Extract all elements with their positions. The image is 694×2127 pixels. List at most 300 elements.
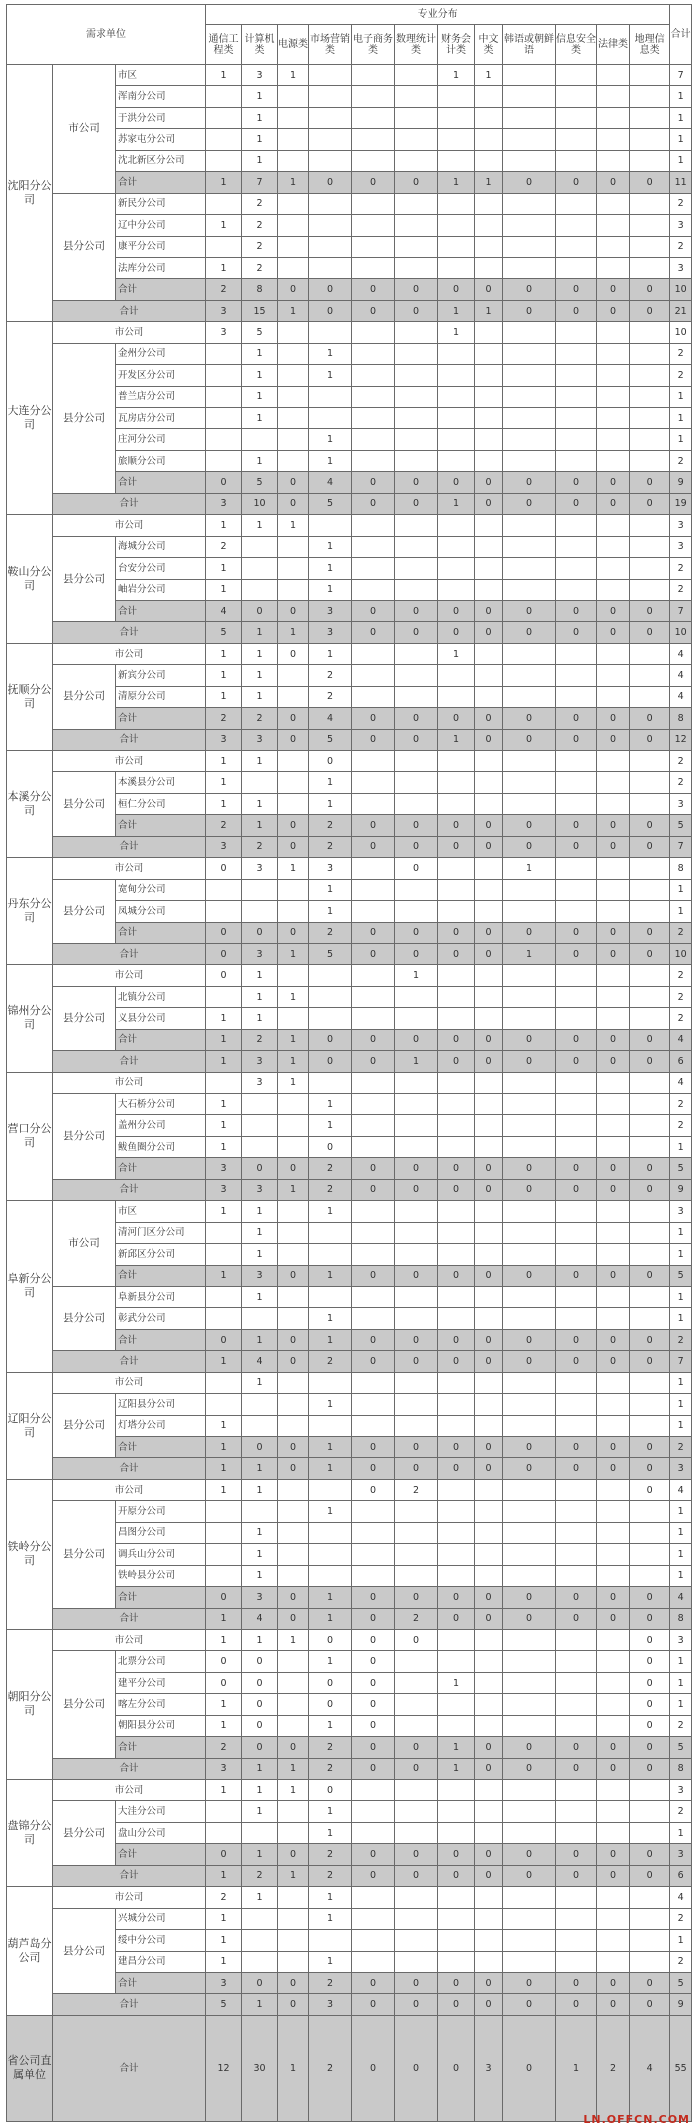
value-cell: 1 bbox=[206, 558, 242, 579]
value-cell bbox=[395, 1222, 438, 1243]
value-cell: 0 bbox=[438, 1265, 475, 1286]
value-cell: 0 bbox=[475, 1051, 503, 1072]
value-cell: 0 bbox=[278, 643, 309, 664]
value-cell bbox=[395, 322, 438, 343]
value-cell: 0 bbox=[438, 279, 475, 300]
value-cell: 5 bbox=[242, 472, 278, 493]
value-cell: 1 bbox=[242, 343, 278, 364]
value-cell: 0 bbox=[278, 1994, 309, 2015]
value-cell bbox=[438, 257, 475, 278]
unit-name: 庄河分公司 bbox=[116, 429, 206, 450]
level-group-label: 县分公司 bbox=[53, 986, 116, 1050]
table-row bbox=[7, 1094, 692, 1115]
value-cell bbox=[352, 986, 395, 1007]
value-cell bbox=[556, 1887, 597, 1908]
subtotal-row bbox=[7, 943, 692, 964]
value-cell bbox=[630, 858, 670, 879]
unit-name: 昌图分公司 bbox=[116, 1522, 206, 1543]
value-cell bbox=[395, 751, 438, 772]
value-cell bbox=[597, 1522, 630, 1543]
row-total-cell: 4 bbox=[670, 1887, 692, 1908]
value-cell bbox=[352, 1908, 395, 1929]
value-cell bbox=[597, 1951, 630, 1972]
value-cell bbox=[438, 1094, 475, 1115]
value-cell: 3 bbox=[309, 1994, 352, 2015]
table-row bbox=[7, 1201, 692, 1222]
value-cell: 0 bbox=[475, 1737, 503, 1758]
value-cell bbox=[278, 536, 309, 557]
value-cell: 0 bbox=[597, 600, 630, 621]
value-cell: 0 bbox=[352, 279, 395, 300]
row-total-cell: 5 bbox=[670, 1972, 692, 1993]
column-header: 地理信息类 bbox=[630, 25, 670, 65]
value-cell bbox=[597, 643, 630, 664]
value-cell: 1 bbox=[309, 1201, 352, 1222]
value-cell bbox=[503, 129, 556, 150]
value-cell bbox=[395, 686, 438, 707]
value-cell: 0 bbox=[395, 2015, 438, 2121]
value-cell bbox=[597, 1908, 630, 1929]
value-cell: 1 bbox=[309, 558, 352, 579]
unit-name: 市公司 bbox=[53, 965, 206, 986]
value-cell bbox=[438, 686, 475, 707]
value-cell bbox=[438, 1822, 475, 1843]
value-cell bbox=[438, 1651, 475, 1672]
row-total-cell: 10 bbox=[670, 622, 692, 643]
unit-name: 义县分公司 bbox=[116, 1008, 206, 1029]
value-cell bbox=[206, 1286, 242, 1307]
value-cell bbox=[503, 579, 556, 600]
value-cell: 0 bbox=[352, 1994, 395, 2015]
value-cell bbox=[438, 1694, 475, 1715]
value-cell: 5 bbox=[309, 729, 352, 750]
value-cell bbox=[352, 536, 395, 557]
value-cell: 0 bbox=[278, 729, 309, 750]
value-cell: 0 bbox=[395, 1758, 438, 1779]
row-total-cell: 1 bbox=[670, 1522, 692, 1543]
value-cell: 1 bbox=[309, 1587, 352, 1608]
value-cell bbox=[630, 901, 670, 922]
column-header: 市场营销类 bbox=[309, 25, 352, 65]
value-cell: 3 bbox=[206, 1179, 242, 1200]
value-cell: 1 bbox=[206, 643, 242, 664]
value-cell bbox=[278, 1951, 309, 1972]
value-cell bbox=[352, 236, 395, 257]
value-cell: 0 bbox=[630, 1587, 670, 1608]
value-cell: 0 bbox=[352, 493, 395, 514]
value-cell bbox=[395, 1394, 438, 1415]
value-cell bbox=[438, 1222, 475, 1243]
table-row bbox=[7, 1286, 692, 1307]
value-cell: 0 bbox=[630, 1479, 670, 1500]
value-cell: 1 bbox=[206, 1780, 242, 1801]
value-cell bbox=[475, 1822, 503, 1843]
value-cell: 0 bbox=[630, 815, 670, 836]
row-total-cell: 2 bbox=[670, 1908, 692, 1929]
unit-name: 开发区分公司 bbox=[116, 365, 206, 386]
unit-name: 新宾分公司 bbox=[116, 665, 206, 686]
level-group-label: 县分公司 bbox=[53, 879, 116, 943]
value-cell: 0 bbox=[556, 600, 597, 621]
row-total-cell: 1 bbox=[670, 1501, 692, 1522]
value-cell bbox=[309, 150, 352, 171]
unit-name: 市公司 bbox=[53, 643, 206, 664]
value-cell: 0 bbox=[597, 836, 630, 857]
subtotal-row bbox=[7, 622, 692, 643]
value-cell: 0 bbox=[242, 1694, 278, 1715]
value-cell bbox=[503, 986, 556, 1007]
value-cell bbox=[395, 236, 438, 257]
value-cell bbox=[438, 1715, 475, 1736]
row-total-cell: 3 bbox=[670, 1458, 692, 1479]
value-cell bbox=[503, 965, 556, 986]
value-cell: 0 bbox=[475, 1865, 503, 1886]
value-cell: 0 bbox=[630, 922, 670, 943]
value-cell bbox=[503, 1908, 556, 1929]
value-cell bbox=[503, 1479, 556, 1500]
value-cell bbox=[395, 343, 438, 364]
level-group-label: 县分公司 bbox=[53, 1801, 116, 1865]
value-cell: 4 bbox=[309, 708, 352, 729]
value-cell bbox=[438, 858, 475, 879]
value-cell bbox=[503, 322, 556, 343]
value-cell: 0 bbox=[556, 943, 597, 964]
value-cell bbox=[475, 1672, 503, 1693]
unit-name: 建昌分公司 bbox=[116, 1951, 206, 1972]
value-cell bbox=[475, 901, 503, 922]
value-cell: 5 bbox=[309, 493, 352, 514]
value-cell: 0 bbox=[395, 943, 438, 964]
value-cell bbox=[352, 901, 395, 922]
value-cell bbox=[503, 558, 556, 579]
value-cell bbox=[630, 1780, 670, 1801]
level-group-label: 县分公司 bbox=[53, 193, 116, 300]
value-cell: 0 bbox=[597, 1737, 630, 1758]
value-cell: 1 bbox=[206, 1029, 242, 1050]
value-cell: 0 bbox=[556, 1608, 597, 1629]
value-cell bbox=[438, 107, 475, 128]
value-cell: 3 bbox=[309, 600, 352, 621]
value-cell bbox=[395, 1930, 438, 1951]
unit-name: 合计 bbox=[116, 279, 206, 300]
value-cell: 0 bbox=[395, 1458, 438, 1479]
value-cell bbox=[438, 901, 475, 922]
subtotal-label: 合计 bbox=[53, 1994, 206, 2015]
value-cell bbox=[597, 1544, 630, 1565]
value-cell: 0 bbox=[395, 836, 438, 857]
value-cell bbox=[438, 793, 475, 814]
row-total-cell: 2 bbox=[670, 1801, 692, 1822]
value-cell: 2 bbox=[206, 1737, 242, 1758]
unit-name: 普兰店分公司 bbox=[116, 386, 206, 407]
value-cell bbox=[597, 558, 630, 579]
value-cell bbox=[395, 793, 438, 814]
value-cell bbox=[395, 365, 438, 386]
value-cell: 0 bbox=[242, 1651, 278, 1672]
value-cell bbox=[352, 686, 395, 707]
value-cell bbox=[395, 1244, 438, 1265]
value-cell bbox=[278, 236, 309, 257]
value-cell: 0 bbox=[352, 2015, 395, 2121]
value-cell bbox=[395, 1887, 438, 1908]
value-cell bbox=[630, 343, 670, 364]
region-name: 葫芦岛分公司 bbox=[7, 1887, 53, 2016]
value-cell bbox=[556, 450, 597, 471]
value-cell bbox=[352, 365, 395, 386]
value-cell bbox=[630, 236, 670, 257]
value-cell: 1 bbox=[242, 1844, 278, 1865]
value-cell: 0 bbox=[630, 493, 670, 514]
value-cell: 1 bbox=[242, 793, 278, 814]
table-row bbox=[7, 965, 692, 986]
value-cell bbox=[597, 579, 630, 600]
value-cell bbox=[206, 343, 242, 364]
value-cell bbox=[278, 386, 309, 407]
value-cell bbox=[475, 1501, 503, 1522]
value-cell bbox=[475, 579, 503, 600]
row-total-cell: 1 bbox=[670, 1372, 692, 1393]
value-cell: 0 bbox=[475, 1179, 503, 1200]
value-cell: 0 bbox=[438, 1179, 475, 1200]
value-cell bbox=[309, 986, 352, 1007]
value-cell: 0 bbox=[475, 1972, 503, 1993]
value-cell bbox=[395, 558, 438, 579]
subtotal-label: 合计 bbox=[53, 1179, 206, 1200]
value-cell: 0 bbox=[597, 1158, 630, 1179]
value-cell: 0 bbox=[630, 1672, 670, 1693]
value-cell bbox=[438, 1372, 475, 1393]
value-cell bbox=[597, 1115, 630, 1136]
unit-name: 新民分公司 bbox=[116, 193, 206, 214]
value-cell bbox=[503, 1308, 556, 1329]
value-cell bbox=[503, 1394, 556, 1415]
value-cell: 1 bbox=[242, 129, 278, 150]
region-name: 大连分公司 bbox=[7, 322, 53, 515]
value-cell bbox=[630, 257, 670, 278]
value-cell: 0 bbox=[309, 1780, 352, 1801]
row-total-cell: 1 bbox=[670, 1694, 692, 1715]
unit-name: 喀左分公司 bbox=[116, 1694, 206, 1715]
value-cell bbox=[278, 558, 309, 579]
value-cell: 2 bbox=[309, 686, 352, 707]
value-cell: 1 bbox=[206, 1201, 242, 1222]
unit-name: 北票分公司 bbox=[116, 1651, 206, 1672]
value-cell: 0 bbox=[206, 472, 242, 493]
value-cell bbox=[556, 751, 597, 772]
value-cell: 1 bbox=[242, 1565, 278, 1586]
row-total-cell: 10 bbox=[670, 943, 692, 964]
unit-name: 盘山分公司 bbox=[116, 1822, 206, 1843]
level-group-label: 县分公司 bbox=[53, 1651, 116, 1758]
value-cell bbox=[309, 1544, 352, 1565]
value-cell bbox=[475, 150, 503, 171]
value-cell: 0 bbox=[278, 708, 309, 729]
value-cell: 0 bbox=[395, 300, 438, 321]
value-cell bbox=[395, 901, 438, 922]
value-cell: 0 bbox=[242, 600, 278, 621]
value-cell: 0 bbox=[352, 1051, 395, 1072]
value-cell: 0 bbox=[278, 1437, 309, 1458]
value-cell: 0 bbox=[278, 600, 309, 621]
value-cell bbox=[278, 107, 309, 128]
value-cell: 1 bbox=[242, 107, 278, 128]
value-cell bbox=[597, 1222, 630, 1243]
value-cell: 1 bbox=[278, 172, 309, 193]
value-cell bbox=[309, 1244, 352, 1265]
value-cell: 1 bbox=[206, 1865, 242, 1886]
value-cell bbox=[630, 643, 670, 664]
value-cell bbox=[597, 1801, 630, 1822]
value-cell: 0 bbox=[475, 1265, 503, 1286]
value-cell bbox=[475, 751, 503, 772]
value-cell: 1 bbox=[206, 1694, 242, 1715]
value-cell bbox=[395, 450, 438, 471]
value-cell bbox=[630, 193, 670, 214]
value-cell: 0 bbox=[556, 1265, 597, 1286]
value-cell bbox=[630, 408, 670, 429]
value-cell: 2 bbox=[242, 193, 278, 214]
unit-name: 旅顺分公司 bbox=[116, 450, 206, 471]
value-cell bbox=[395, 1372, 438, 1393]
value-cell: 0 bbox=[556, 1437, 597, 1458]
value-cell: 0 bbox=[352, 708, 395, 729]
value-cell: 2 bbox=[206, 1887, 242, 1908]
value-cell: 0 bbox=[242, 922, 278, 943]
value-cell: 1 bbox=[278, 300, 309, 321]
row-total-cell: 2 bbox=[670, 1115, 692, 1136]
value-cell bbox=[503, 1115, 556, 1136]
value-cell: 1 bbox=[309, 1608, 352, 1629]
value-cell: 0 bbox=[503, 1972, 556, 1993]
subtotal-label: 合计 bbox=[53, 729, 206, 750]
value-cell bbox=[395, 536, 438, 557]
unit-name: 阜新县分公司 bbox=[116, 1286, 206, 1307]
unit-name: 康平分公司 bbox=[116, 236, 206, 257]
value-cell bbox=[503, 365, 556, 386]
value-cell bbox=[503, 793, 556, 814]
value-cell: 1 bbox=[242, 665, 278, 686]
subtotal-row bbox=[7, 729, 692, 750]
value-cell: 3 bbox=[206, 322, 242, 343]
row-total-cell: 1 bbox=[670, 1244, 692, 1265]
value-cell bbox=[630, 793, 670, 814]
value-cell bbox=[242, 1930, 278, 1951]
row-total-cell: 4 bbox=[670, 1587, 692, 1608]
value-cell: 1 bbox=[206, 1136, 242, 1157]
value-cell bbox=[352, 1201, 395, 1222]
value-cell: 0 bbox=[242, 1437, 278, 1458]
value-cell: 3 bbox=[309, 858, 352, 879]
value-cell bbox=[395, 1115, 438, 1136]
recruitment-demand-table bbox=[6, 4, 692, 2122]
value-cell: 1 bbox=[309, 1308, 352, 1329]
value-cell: 0 bbox=[597, 922, 630, 943]
value-cell bbox=[352, 193, 395, 214]
value-cell bbox=[438, 129, 475, 150]
value-cell bbox=[242, 772, 278, 793]
value-cell bbox=[475, 365, 503, 386]
row-total-cell: 1 bbox=[670, 1651, 692, 1672]
value-cell bbox=[597, 1136, 630, 1157]
row-total-cell: 1 bbox=[670, 1415, 692, 1436]
row-total-cell: 2 bbox=[670, 236, 692, 257]
value-cell: 1 bbox=[242, 1801, 278, 1822]
value-cell: 1 bbox=[206, 1051, 242, 1072]
value-cell bbox=[278, 1201, 309, 1222]
subtotal-row bbox=[7, 300, 692, 321]
value-cell bbox=[475, 1372, 503, 1393]
table-row bbox=[7, 1801, 692, 1822]
value-cell: 0 bbox=[556, 1844, 597, 1865]
value-cell bbox=[597, 322, 630, 343]
value-cell: 0 bbox=[556, 1758, 597, 1779]
column-header: 电源类 bbox=[278, 25, 309, 65]
value-cell: 3 bbox=[309, 622, 352, 643]
value-cell bbox=[395, 1501, 438, 1522]
value-cell bbox=[475, 858, 503, 879]
value-cell bbox=[438, 1887, 475, 1908]
unit-name: 建平分公司 bbox=[116, 1672, 206, 1693]
value-cell: 1 bbox=[475, 65, 503, 86]
value-cell: 0 bbox=[556, 1458, 597, 1479]
unit-name: 市公司 bbox=[53, 751, 206, 772]
value-cell: 0 bbox=[503, 300, 556, 321]
value-cell bbox=[630, 536, 670, 557]
value-cell: 8 bbox=[242, 279, 278, 300]
value-cell bbox=[438, 1951, 475, 1972]
value-cell bbox=[278, 1008, 309, 1029]
value-cell: 0 bbox=[395, 729, 438, 750]
row-total-cell: 3 bbox=[670, 1629, 692, 1650]
value-cell: 0 bbox=[395, 600, 438, 621]
value-cell bbox=[556, 772, 597, 793]
value-cell: 1 bbox=[438, 65, 475, 86]
value-cell bbox=[206, 1544, 242, 1565]
table-row bbox=[7, 65, 692, 86]
value-cell: 0 bbox=[352, 1865, 395, 1886]
value-cell bbox=[503, 343, 556, 364]
value-cell bbox=[395, 1008, 438, 1029]
unit-name: 鲅鱼圈分公司 bbox=[116, 1136, 206, 1157]
value-cell: 0 bbox=[352, 600, 395, 621]
value-cell: 0 bbox=[309, 1694, 352, 1715]
row-total-cell: 4 bbox=[670, 665, 692, 686]
value-cell: 0 bbox=[597, 1029, 630, 1050]
value-cell: 0 bbox=[438, 943, 475, 964]
value-cell: 0 bbox=[309, 279, 352, 300]
value-cell: 0 bbox=[475, 922, 503, 943]
subtotal-row bbox=[7, 1758, 692, 1779]
value-cell: 2 bbox=[242, 236, 278, 257]
value-cell bbox=[352, 1394, 395, 1415]
value-cell: 0 bbox=[630, 1029, 670, 1050]
value-cell bbox=[395, 1822, 438, 1843]
value-cell bbox=[556, 1522, 597, 1543]
value-cell: 1 bbox=[206, 65, 242, 86]
region-name: 盘锦分公司 bbox=[7, 1780, 53, 1887]
value-cell: 0 bbox=[395, 1994, 438, 2015]
value-cell: 0 bbox=[556, 1179, 597, 1200]
row-total-cell: 1 bbox=[670, 386, 692, 407]
row-total-cell: 1 bbox=[670, 1394, 692, 1415]
value-cell: 0 bbox=[395, 1629, 438, 1650]
value-cell: 1 bbox=[242, 386, 278, 407]
value-cell bbox=[630, 965, 670, 986]
value-cell bbox=[475, 343, 503, 364]
value-cell: 2 bbox=[242, 836, 278, 857]
value-cell: 1 bbox=[556, 2015, 597, 2121]
table-row bbox=[7, 1072, 692, 1093]
